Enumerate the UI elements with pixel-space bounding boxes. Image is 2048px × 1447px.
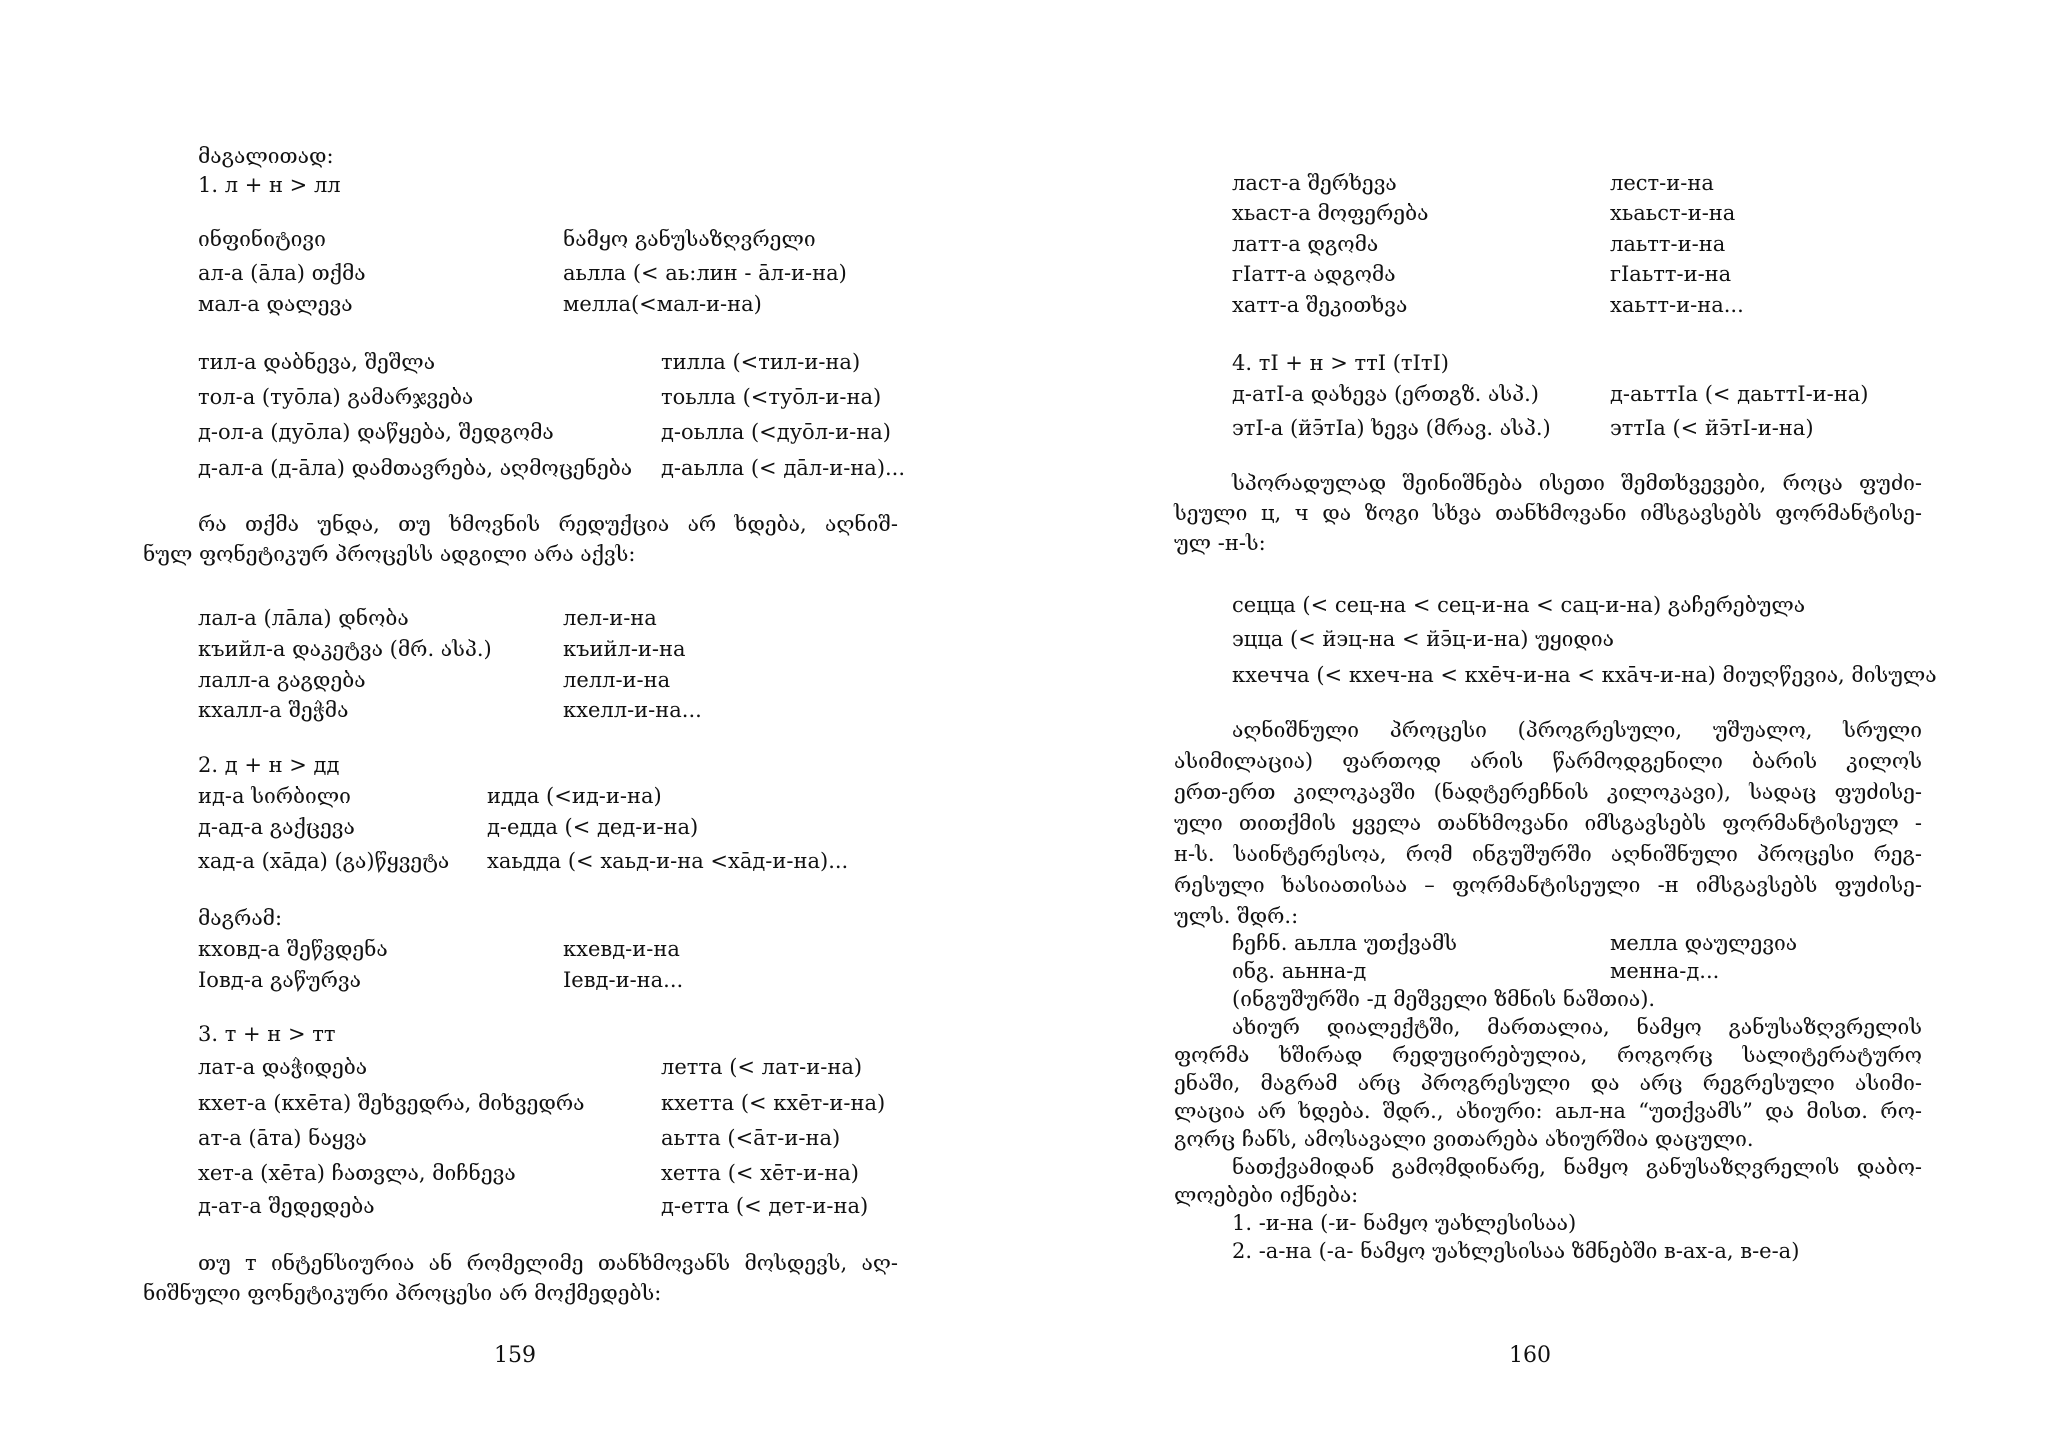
note-line: (ინგუშურში -д მეშველი ზმნის ნაშთია). [1232, 987, 1656, 1011]
paragraph-line: ფორმა ხშირად რედუცირებულია, როგორც სალიტერატურო [1174, 1043, 1922, 1067]
example-word: Iовд-а გაწურვა [198, 968, 361, 992]
compare-line: ინგ. аьнна-д [1232, 959, 1367, 983]
example-word: тол-а (туōла) გამარჯვება [198, 385, 474, 409]
example-form: лелл-и-на [563, 668, 671, 692]
column-header: ინფინიტივი [198, 227, 326, 251]
page-number: 159 [494, 1343, 536, 1368]
paragraph-line: სპორადულად შეინიშნება ისეთი შემთხვევები, როცა ფუძი- [1232, 471, 1922, 495]
example-form: д-аьлла (< дāл-и-на)... [661, 456, 906, 480]
example-word: къийл-а დაკეტვა (მრ. ასპ.) [198, 637, 492, 661]
paragraph-line: ნიშნული ფონეტიკური პროცესი არ მოქმედებს: [143, 1281, 662, 1305]
paragraph-line: ულ -н-ს: [1174, 531, 1266, 555]
example-word: лат-а დაჭიდება [198, 1055, 368, 1079]
example-word: д-атI-а დახევა (ერთგზ. ასპ.) [1232, 382, 1539, 406]
example-line: сецца (< сец-на < сец-и-на < сац-и-на) გაჩერებულა [1232, 593, 1806, 617]
example-word: д-ал-а (д-āла) დამთავრება, აღმოცენება [198, 456, 633, 480]
compare-line: ჩეჩნ. аьлла უთქვამს [1232, 931, 1457, 955]
paragraph-line: ულს. შდრ.: [1174, 904, 1299, 928]
intro: მაგალითად: [198, 144, 334, 168]
example-word: ласт-а შერხევა [1232, 171, 1397, 195]
example-word: мал-а დალევა [198, 292, 353, 316]
example-word: лалл-а გაგდება [198, 668, 366, 692]
example-word: кхет-а (кхēта) შეხვედრა, მიხვედრა [198, 1091, 585, 1115]
example-form: хаьтт-и-на... [1610, 293, 1744, 317]
compare-line: мелла დაულევია [1610, 931, 1798, 955]
rule-heading: 4. тI + н > ттI (тIтI) [1232, 351, 1449, 375]
paragraph-line: ლოებები იქნება: [1174, 1183, 1359, 1207]
example-form: тоьлла (<туōл-и-на) [661, 385, 882, 409]
example-word: этI-а (йэ̄тIа) ხევა (მრავ. ასპ.) [1232, 416, 1551, 440]
example-word: д-ат-а შედედება [198, 1194, 375, 1218]
example-form: къийл-и-на [563, 637, 686, 661]
example-word: хьаст-а მოფერება [1232, 201, 1429, 225]
example-word: д-ад-а გაქცევა [198, 815, 355, 839]
paragraph-line: ული თითქმის ყველა თანხმოვანი იმსგავსებს ფორმანტისეულ - [1174, 811, 1922, 835]
example-form: д-едда (< дед-и-на) [487, 815, 699, 839]
example-form: лел-и-на [563, 606, 657, 630]
example-form: кхелл-и-на... [563, 698, 702, 722]
column-header: ნამყო განუსაზღვრელი [563, 227, 816, 251]
example-form: лаьтт-и-на [1610, 232, 1726, 256]
example-word: кхалл-а შეჭმა [198, 698, 349, 722]
paragraph-line: გორც ჩანს, ამოსავალი ვითარება ახიურშია დაცული. [1174, 1127, 1754, 1151]
ending-line: 1. -и-на (-и- ნამყო უახლესისაა) [1232, 1211, 1577, 1235]
rule-heading: 2. д + н > дд [198, 753, 340, 777]
example-word: тил-а დაბნევა, შეშლა [198, 350, 436, 374]
example-word: ид-а სირბილი [198, 784, 351, 808]
example-form: Iевд-и-на... [563, 968, 684, 992]
example-form: д-етта (< дет-и-на) [661, 1194, 869, 1218]
example-form: идда (<ид-и-на) [487, 784, 662, 808]
rule-heading: 3. т + н > тт [198, 1022, 336, 1046]
paragraph-line: ნათქვამიდან გამომდინარე, ნამყო განუსაზღვრელის დაბო- [1232, 1155, 1922, 1179]
example-form: кхевд-и-на [563, 937, 680, 961]
rule-heading: 1. л + н > лл [198, 173, 341, 197]
example-word: д-ол-а (дуōла) დაწყება, შედგომა [198, 420, 554, 444]
example-form: аьтта (<āт-и-на) [661, 1126, 841, 1150]
paragraph-line: აღნიშნული პროცესი (პროგრესული, უშუალო, სრული [1232, 718, 1922, 742]
paragraph-line: ერთ-ერთ კილოკავში (ნადტერეჩნის კილოკავი), სადაც ფუძისე- [1174, 780, 1922, 804]
example-form: хаьдда (< хаьд-и-на <хāд-и-на)... [487, 849, 849, 873]
paragraph-line: ასიმილაცია) ფართოდ არის წარმოდგენილი ბარის კილოს [1174, 749, 1922, 773]
example-word: гIатт-а ადგომა [1232, 262, 1396, 286]
compare-line: менна-д... [1610, 959, 1720, 983]
right-page [1024, 0, 2048, 1447]
example-form: гIаьтт-и-на [1610, 262, 1732, 286]
example-form: лест-и-на [1610, 171, 1714, 195]
paragraph-line: ახიურ დიალექტში, მართალია, ნამყო განუსაზღვრელის [1232, 1015, 1922, 1039]
paragraph-line: რესული ხასიათისაა – ფორმანტისეული -н იმსგავსებს ფუძისე- [1174, 873, 1922, 897]
paragraph-line: ნულ ფონეტიკურ პროცესს ადგილი არა აქვს: [143, 542, 636, 566]
page-number: 160 [1509, 1343, 1551, 1368]
example-form: д-оьлла (<дуōл-и-на) [661, 420, 891, 444]
ending-line: 2. -а-на (-а- ნამყო უახლესისაა ზმნებში в-ах-а, в-е-а) [1232, 1239, 1800, 1263]
paragraph-line: რა თქმა უნდა, თუ ხმოვნის რედუქცია არ ხდება, აღნიშ- [198, 512, 898, 536]
example-word: хад-а (хāда) (გა)წყვეტა [198, 849, 450, 873]
example-form: мелла(<мал-и-на) [563, 292, 762, 316]
paragraph-line: ენაში, მაგრამ არც პროგრესული და არც რეგრესული ასიმი- [1174, 1071, 1922, 1095]
example-form: д-аьттIа (< даьттI-и-на) [1610, 382, 1869, 406]
example-word: латт-а დგომა [1232, 232, 1379, 256]
section-label: მაგრამ: [198, 906, 283, 930]
example-form: аьлла (< аь:лин - āл-и-на) [563, 261, 847, 285]
example-form: летта (< лат-и-на) [661, 1055, 863, 1079]
example-line: кхечча (< кхеч-на < кхēч-и-на < кхāч-и-на) მიუღწევია, მისულა [1232, 663, 1937, 687]
example-word: ал-а (āла) თქმა [198, 261, 366, 285]
paragraph-line: н-ს. საინტერესოა, რომ ინგუშურში აღნიშნული პროცესი რეგ- [1174, 842, 1922, 866]
example-form: тилла (<тил-и-на) [661, 350, 861, 374]
example-line: эцца (< йэц-на < йэ̄ц-и-на) უყიდია [1232, 627, 1615, 651]
example-form: эттIа (< йэ̄тI-и-на) [1610, 416, 1814, 440]
example-word: ат-а (āта) ნაყვა [198, 1126, 367, 1150]
example-form: хьаьст-и-на [1610, 201, 1736, 225]
paragraph-line: სეული ц, ч და ზოგი სხვა თანხმოვანი იმსგავსებს ფორმანტისე- [1174, 501, 1922, 525]
example-form: хетта (< хēт-и-на) [661, 1161, 859, 1185]
example-word: хет-а (хēта) ჩათვლა, მიჩნევა [198, 1161, 516, 1185]
example-form: кхетта (< кхēт-и-на) [661, 1091, 886, 1115]
example-word: кховд-а შეწვდენა [198, 937, 388, 961]
example-word: лал-а (лāла) დნობა [198, 606, 409, 630]
paragraph-line: ლაცია არ ხდება. შდრ., ახიური: аьл-на “უთქვამს” და მისთ. რო- [1174, 1099, 1922, 1123]
paragraph-line: თუ т ინტენსიურია ან რომელიმე თანხმოვანს მოსდევს, აღ- [198, 1251, 898, 1275]
example-word: хатт-а შეკითხვა [1232, 293, 1408, 317]
